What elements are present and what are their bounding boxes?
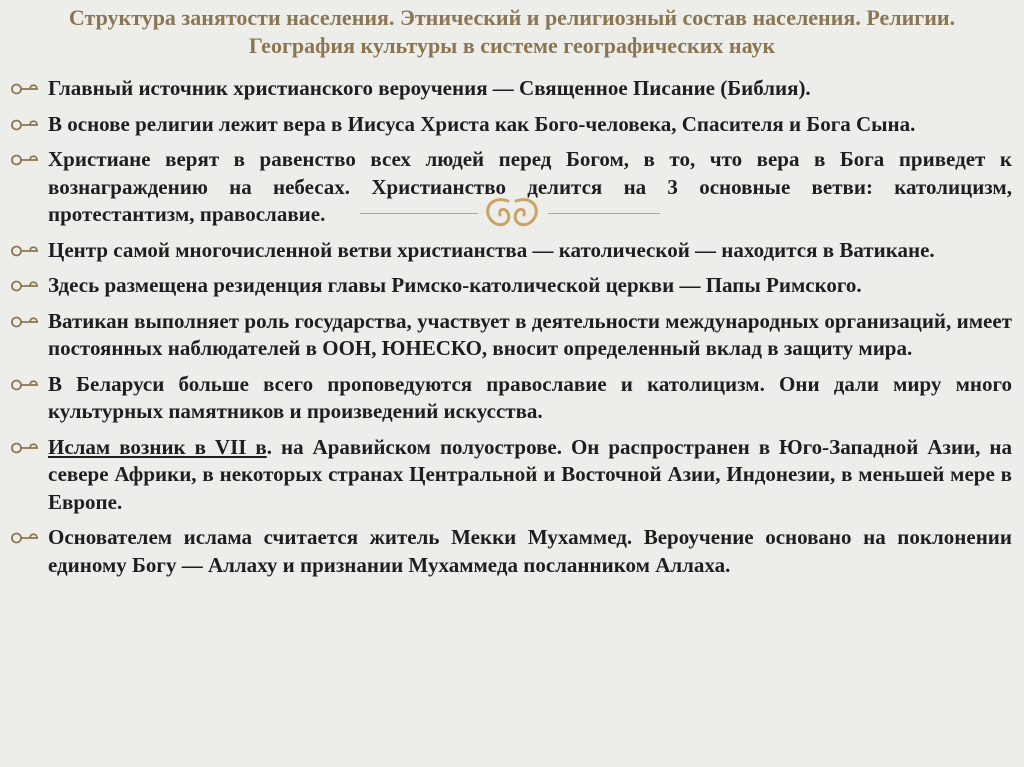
- list-item: [8, 371, 1012, 426]
- list-item-text: Основателем ислама считается житель Мекки Мухаммед. Вероучение основано на поклонении единому Богу — Аллаху и признании Мухаммеда посланником Аллаха.: [48, 525, 1012, 577]
- list-item: [8, 308, 1012, 363]
- list-item: [8, 524, 1012, 579]
- double-loop-bullet-icon: [8, 530, 40, 546]
- list-item: [8, 272, 1012, 300]
- double-loop-bullet-icon: [8, 243, 40, 259]
- double-loop-bullet-icon: [8, 440, 40, 456]
- double-loop-bullet-icon: [8, 152, 40, 168]
- list-item: [8, 75, 1012, 103]
- list-item-text: . на Аравийском полуострове. Он распространен в Юго-Западной Азии, на севере Африки, в некоторых странах Центральной и Восточной Азии, Индонезии, в меньшей мере в Европе.: [48, 434, 1012, 514]
- double-loop-bullet-icon: [8, 117, 40, 133]
- list-item-text: Здесь размещена резиденция главы Римско-католической церкви — Папы Римского.: [48, 273, 862, 297]
- double-loop-bullet-icon: [8, 278, 40, 294]
- list-item-text: Ватикан выполняет роль государства, участвует в деятельности международных организаций, имеет постоянных наблюдателей в ООН, ЮНЕСКО, вносит определенный вклад в защиту мира.: [48, 308, 1012, 360]
- list-item: [8, 111, 1012, 139]
- double-loop-bullet-icon: [8, 81, 40, 97]
- list-item: [8, 237, 1012, 265]
- bullet-list: [8, 75, 1012, 587]
- list-item-text: В основе религии лежит вера в Иисуса Христа как Бого-человека, Спасителя и Бога Сына.: [48, 111, 916, 136]
- list-item: [8, 146, 1012, 229]
- list-item-text: Центр самой многочисленной ветви христианства — католической — находится в Ватикане.: [48, 237, 935, 262]
- list-item-underlined-text: Ислам возник в VII в: [48, 434, 267, 459]
- list-item-text: Главный источник христианского вероучения — Священное Писание (Библия).: [48, 76, 811, 100]
- double-loop-bullet-icon: [8, 314, 40, 330]
- slide-title: Структура занятости населения. Этнический и религиозный состав населения. Религии. География культуры в системе географических наук: [68, 5, 956, 58]
- list-item-text: В Беларуси больше всего проповедуются православие и католицизм. Они дали миру много культурных памятников и произведений искусства.: [48, 371, 1012, 423]
- double-loop-bullet-icon: [8, 377, 40, 393]
- list-item-text: Христиане верят в равенство всех людей перед Богом, в то, что вера в Бога приведет к вознаграждению на небесах. Христианство делится на 3 основные ветви: католицизм, протестантизм, православие.: [48, 147, 1012, 226]
- list-item: [8, 434, 1012, 517]
